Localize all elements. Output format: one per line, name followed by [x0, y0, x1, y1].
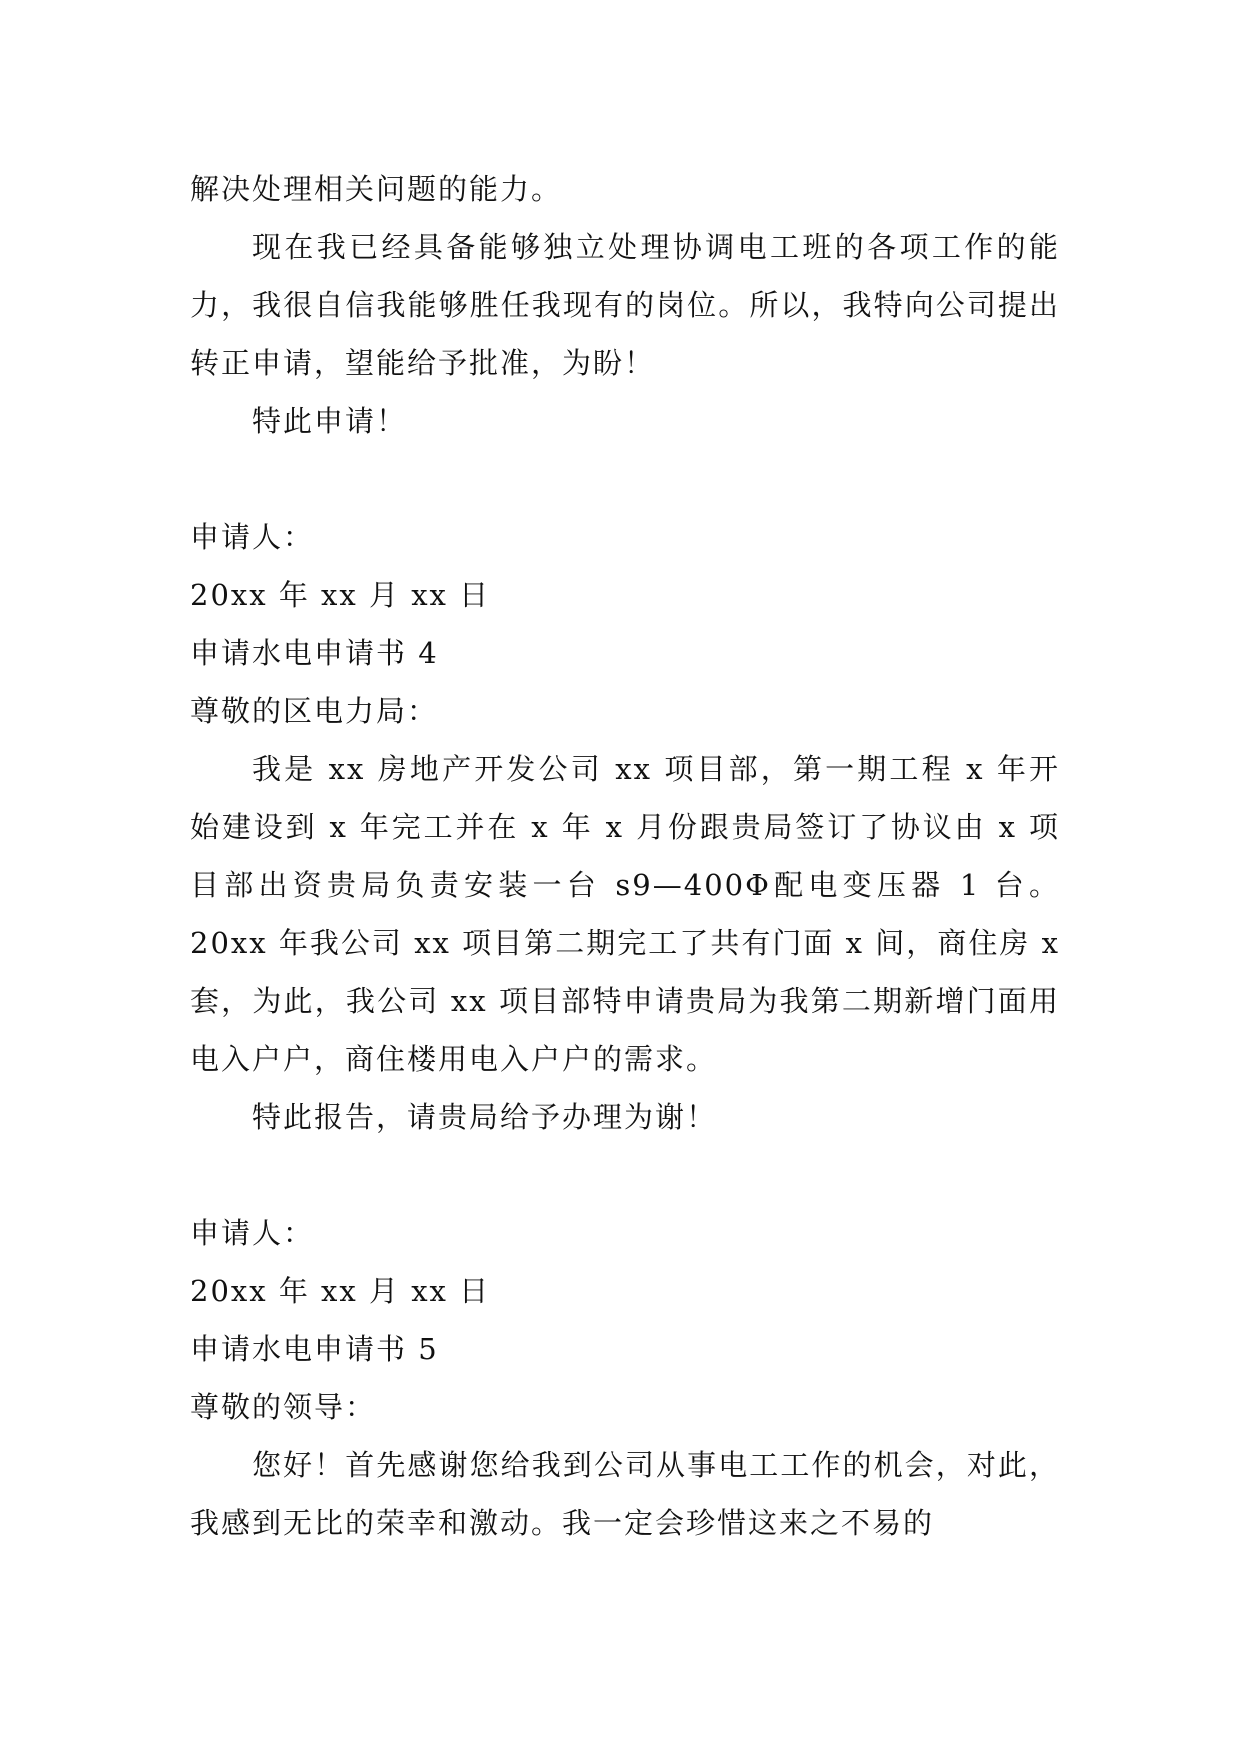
salutation-power-bureau: 尊敬的区电力局： [190, 694, 439, 728]
paragraph-report-closing: 特此报告，请贵局给予办理为谢！ [252, 1100, 718, 1134]
applicant-label: 申请人： [190, 1216, 315, 1250]
paragraph-ability: 解决处理相关问题的能力。 [190, 172, 563, 206]
blank-line [190, 450, 1060, 508]
section-title-4: 申请水电申请书 4 [190, 636, 439, 670]
paragraph-regularization-request: 现在我已经具备能够独立处理协调电工班的各项工作的能力，我很自信我能够胜任我现有的岗位。所以，我特向公司提出转正申请，望能给予批准，为盼！ [190, 230, 1060, 380]
paragraph-closing-request: 特此申请！ [252, 404, 408, 438]
applicant-label: 申请人： [190, 520, 315, 554]
section-title-5: 申请水电申请书 5 [190, 1332, 439, 1366]
blank-line [190, 1146, 1060, 1204]
document-body [190, 160, 1060, 1552]
date-line: 20xx 年 xx 月 xx 日 [190, 1274, 491, 1308]
salutation-leader: 尊敬的领导： [190, 1390, 377, 1424]
date-line: 20xx 年 xx 月 xx 日 [190, 578, 491, 612]
paragraph-power-application: 我是 xx 房地产开发公司 xx 项目部，第一期工程 x 年开始建设到 x 年完工并在 x 年 x 月份跟贵局签订了协议由 x 项目部出资贵局负责安装一台 s9—400Φ配电变压器 1 台。20xx 年我公司 xx 项目第二期完工了共有门面 x 间，商住房 x 套，为此，我公司 xx 项目部特申请贵局为我第二期新增门面用电入户户，商住楼用电入户户的需求。 [190, 752, 1060, 1076]
paragraph-thanks: 您好！首先感谢您给我到公司从事电工工作的机会，对此，我感到无比的荣幸和激动。我一定会珍惜这来之不易的 [190, 1448, 1060, 1540]
